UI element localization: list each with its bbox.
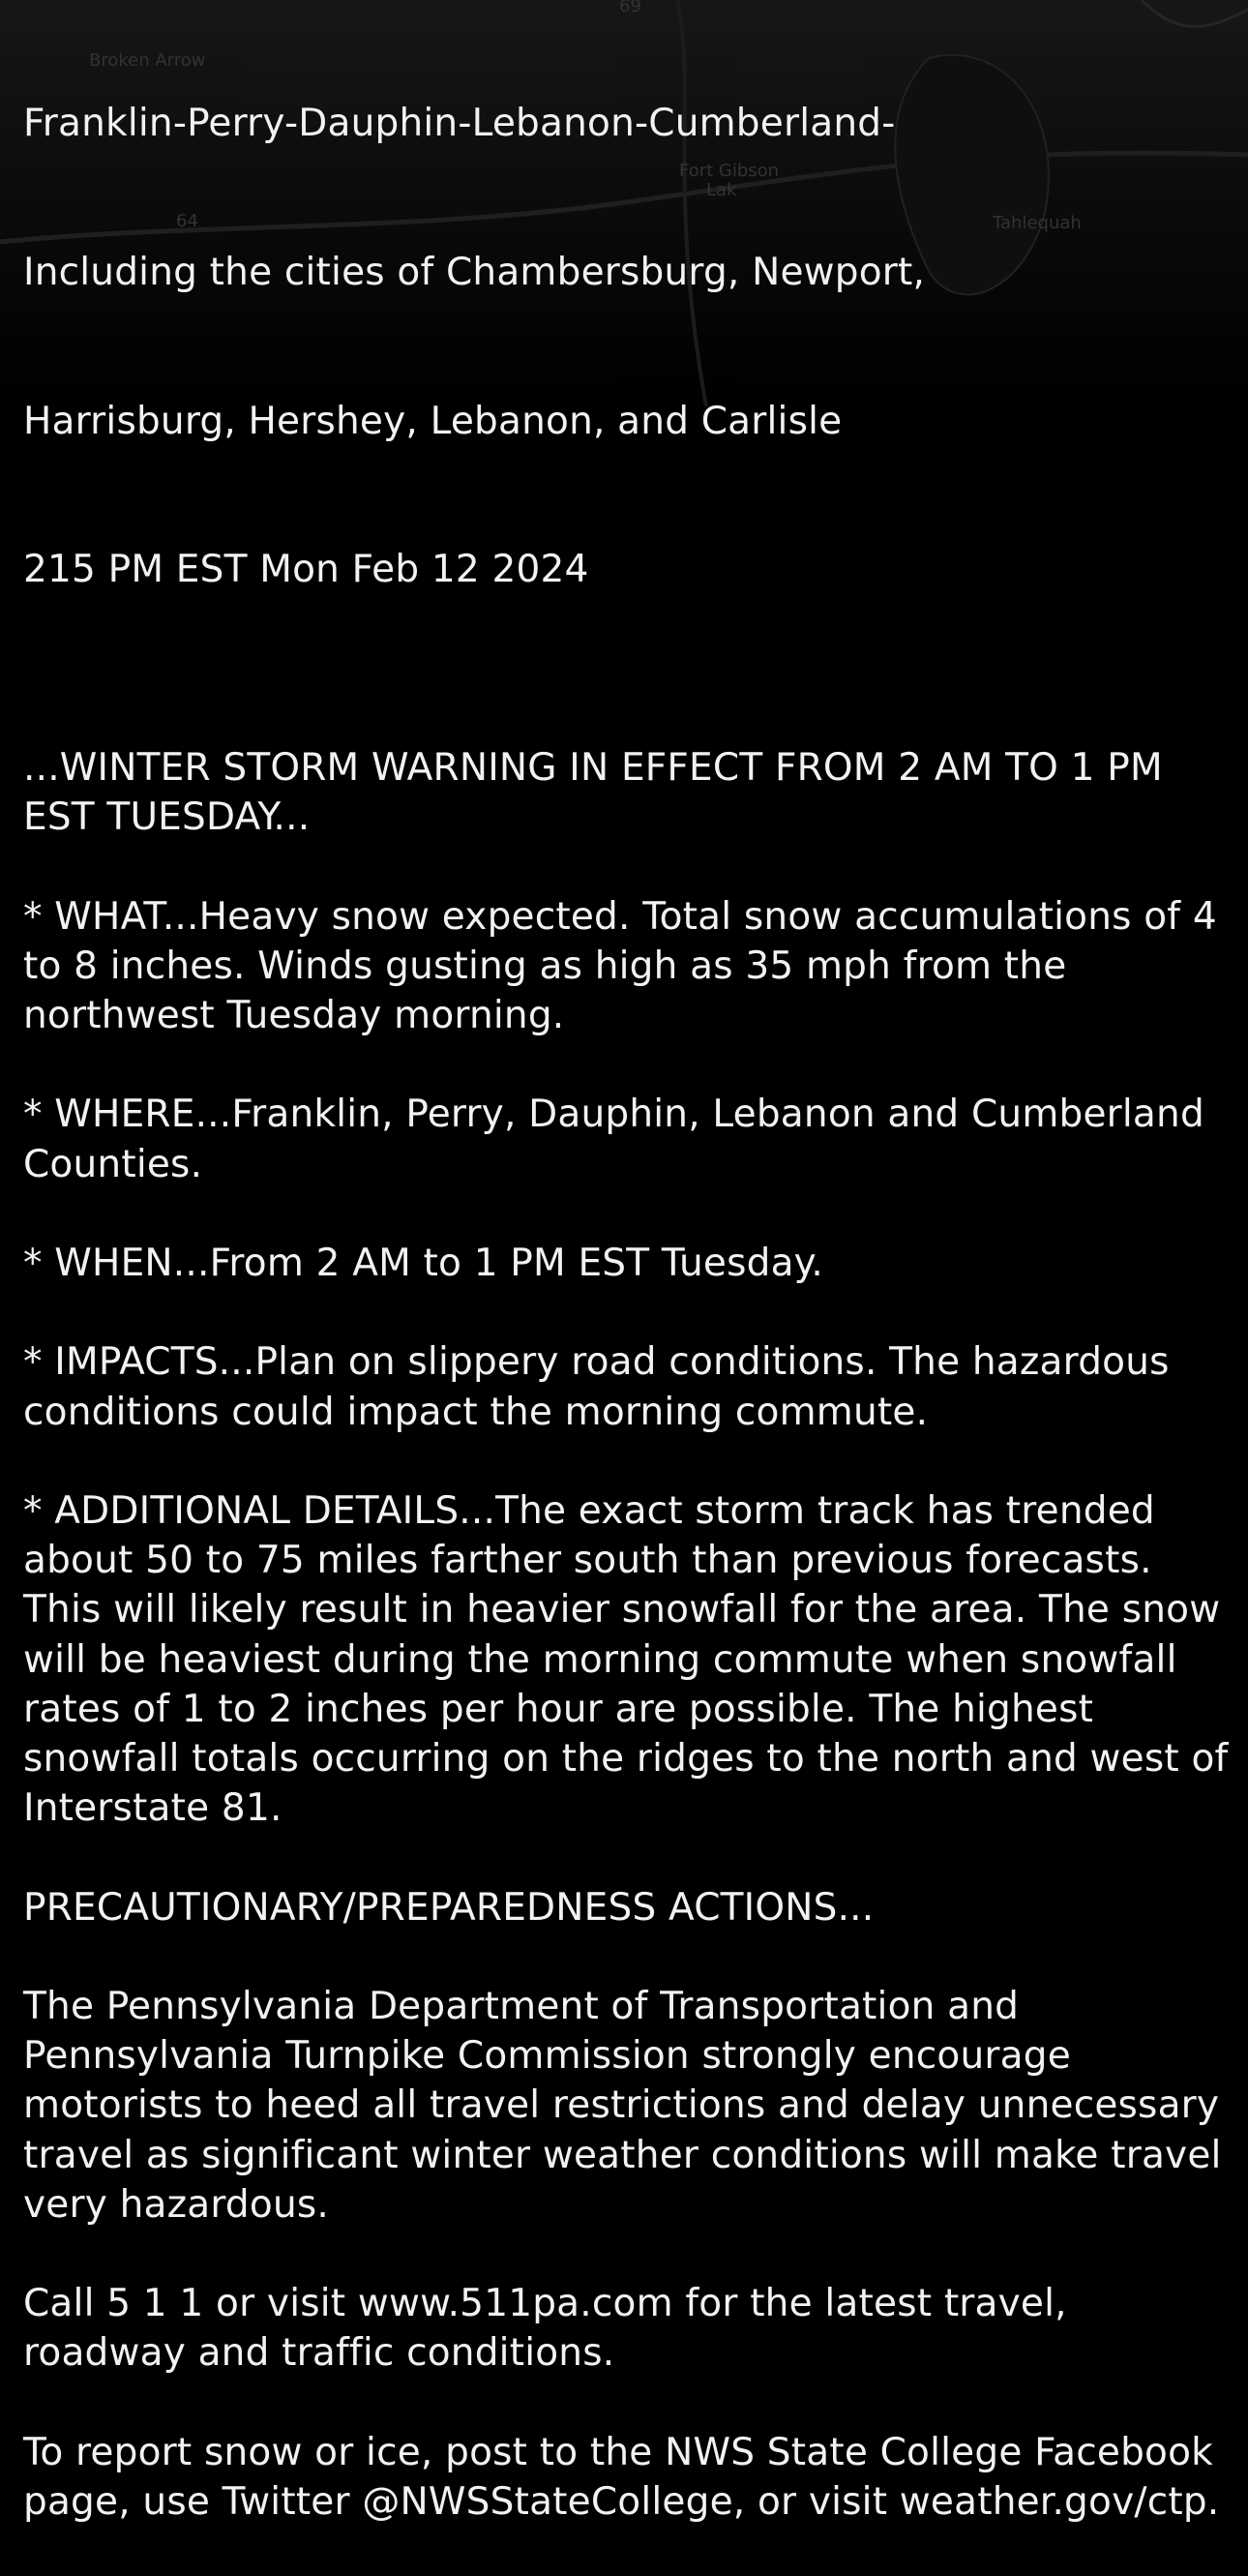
cities-line-1: Including the cities of Chambersburg, Newport,: [23, 251, 926, 295]
map-label: Fort Gibson: [679, 161, 780, 181]
when-paragraph: * WHEN...From 2 AM to 1 PM EST Tuesday.: [23, 1242, 823, 1286]
cities-line-2: Harrisburg, Hershey, Lebanon, and Carlisle: [23, 399, 843, 443]
zone-line: Franklin-Perry-Dauphin-Lebanon-Cumberland-: [23, 102, 896, 146]
warning-headline: ...WINTER STORM WARNING IN EFFECT FROM 2 AM TO 1 PM EST TUESDAY...: [23, 746, 1175, 840]
map-label: Tahlequah: [993, 213, 1082, 233]
penndot-paragraph: The Pennsylvania Department of Transportation and Pennsylvania Turnpike Commission strongly encourage motorists to heed all travel restrictions and delay unnecessary travel as significant winter weather conditions will make travel very hazardous.: [23, 1985, 1234, 2227]
precautions-heading: PRECAUTIONARY/PREPAREDNESS ACTIONS...: [23, 1885, 875, 1930]
call-511-paragraph: Call 5 1 1 or visit www.511pa.com for the latest travel, roadway and traffic conditions.: [23, 2282, 1080, 2376]
what-paragraph: * WHAT...Heavy snow expected. Total snow accumulations of 4 to 8 inches. Winds gusting as high as 35 mph from the northwest Tuesday morning.: [23, 894, 1230, 1038]
additional-details-paragraph: * ADDITIONAL DETAILS...The exact storm track has trended about 50 to 75 miles farther south than previous forecasts. This will likely result in heavier snowfall for the area. The snow will be heaviest during the morning commute when snowfall rates of 1 to 2 inches per hour are possible. The highest snowfall totals occurring on the ridges to the north and west of Interstate 81.: [23, 1489, 1241, 1831]
map-label: 64: [176, 211, 198, 231]
issued-time: 215 PM EST Mon Feb 12 2024: [23, 548, 589, 592]
map-label: Lak: [706, 180, 737, 200]
map-label: Broken Arrow: [89, 50, 206, 71]
map-label: 69: [619, 0, 641, 16]
where-paragraph: * WHERE...Franklin, Perry, Dauphin, Lebanon and Cumberland Counties.: [23, 1093, 1217, 1186]
impacts-paragraph: * IMPACTS...Plan on slippery road conditions. The hazardous conditions could impact the morning commute.: [23, 1340, 1182, 1434]
alert-text: [23, 0, 1241, 2576]
header-block: [23, 0, 1233, 694]
report-paragraph: To report snow or ice, post to the NWS State College Facebook page, use Twitter @NWSStateCollege, or visit weather.gov/ctp.: [23, 2430, 1226, 2524]
